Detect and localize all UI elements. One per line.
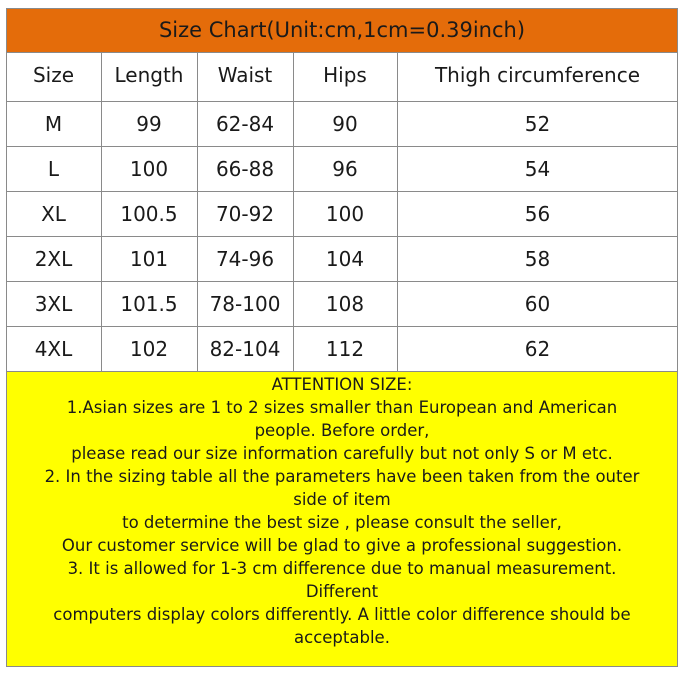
table-row [6, 101, 678, 146]
attention-note [6, 371, 678, 667]
attention-line: side of item [293, 490, 391, 509]
table-header-row [6, 52, 678, 97]
cell-waist: 82-104 [209, 336, 281, 361]
attention-line: to determine the best size , please consult the seller, [122, 513, 562, 532]
cell-hips: 112 [325, 336, 365, 361]
header-waist: Waist [217, 62, 273, 87]
cell-hips: 104 [325, 246, 365, 271]
attention-heading: ATTENTION SIZE: [271, 375, 413, 394]
cell-thigh: 54 [524, 156, 551, 181]
header-thigh: Thigh circumference [434, 62, 641, 87]
cell-thigh: 62 [524, 336, 551, 361]
attention-line: 1.Asian sizes are 1 to 2 sizes smaller than European and American [66, 398, 618, 417]
cell-thigh: 60 [524, 291, 551, 316]
cell-thigh: 56 [524, 201, 551, 226]
cell-thigh: 52 [524, 111, 551, 136]
size-chart [6, 8, 678, 667]
cell-waist: 78-100 [209, 291, 281, 316]
cell-size: 4XL [34, 336, 73, 361]
attention-line: Different [305, 582, 379, 601]
table-row [6, 281, 678, 326]
cell-length: 101.5 [120, 291, 178, 316]
chart-title: Size Chart(Unit:cm,1cm=0.39inch) [6, 8, 678, 52]
cell-size: 3XL [34, 291, 73, 316]
cell-length: 102 [129, 336, 169, 361]
cell-hips: 90 [332, 111, 358, 136]
header-length: Length [114, 62, 184, 87]
cell-hips: 96 [332, 156, 358, 181]
header-hips: Hips [323, 62, 367, 87]
cell-waist: 62-84 [215, 111, 275, 136]
attention-line: acceptable. [294, 628, 390, 647]
table-row [6, 326, 678, 371]
cell-waist: 66-88 [215, 156, 275, 181]
cell-size: 2XL [34, 246, 73, 271]
cell-length: 100 [129, 156, 169, 181]
attention-line: people. Before order, [254, 421, 430, 440]
attention-line: 2. In the sizing table all the parameters have been taken from the outer [44, 467, 640, 486]
table-row [6, 191, 678, 236]
attention-text [12, 373, 672, 649]
cell-hips: 100 [325, 201, 365, 226]
cell-thigh: 58 [524, 246, 551, 271]
cell-size: XL [41, 201, 66, 226]
header-size: Size [32, 62, 75, 87]
attention-line: computers display colors differently. A little color difference should be [53, 605, 631, 624]
cell-size: L [47, 156, 60, 181]
table-row [6, 236, 678, 281]
cell-hips: 108 [325, 291, 365, 316]
attention-line: please read our size information carefully but not only S or M etc. [71, 444, 613, 463]
cell-length: 101 [129, 246, 169, 271]
cell-waist: 74-96 [215, 246, 275, 271]
cell-waist: 70-92 [215, 201, 275, 226]
cell-length: 99 [136, 111, 162, 136]
cell-size: M [44, 111, 63, 136]
attention-line: Our customer service will be glad to give a professional suggestion. [61, 536, 623, 555]
cell-length: 100.5 [120, 201, 178, 226]
attention-line: 3. It is allowed for 1-3 cm difference due to manual measurement. [67, 559, 617, 578]
table-row [6, 146, 678, 191]
